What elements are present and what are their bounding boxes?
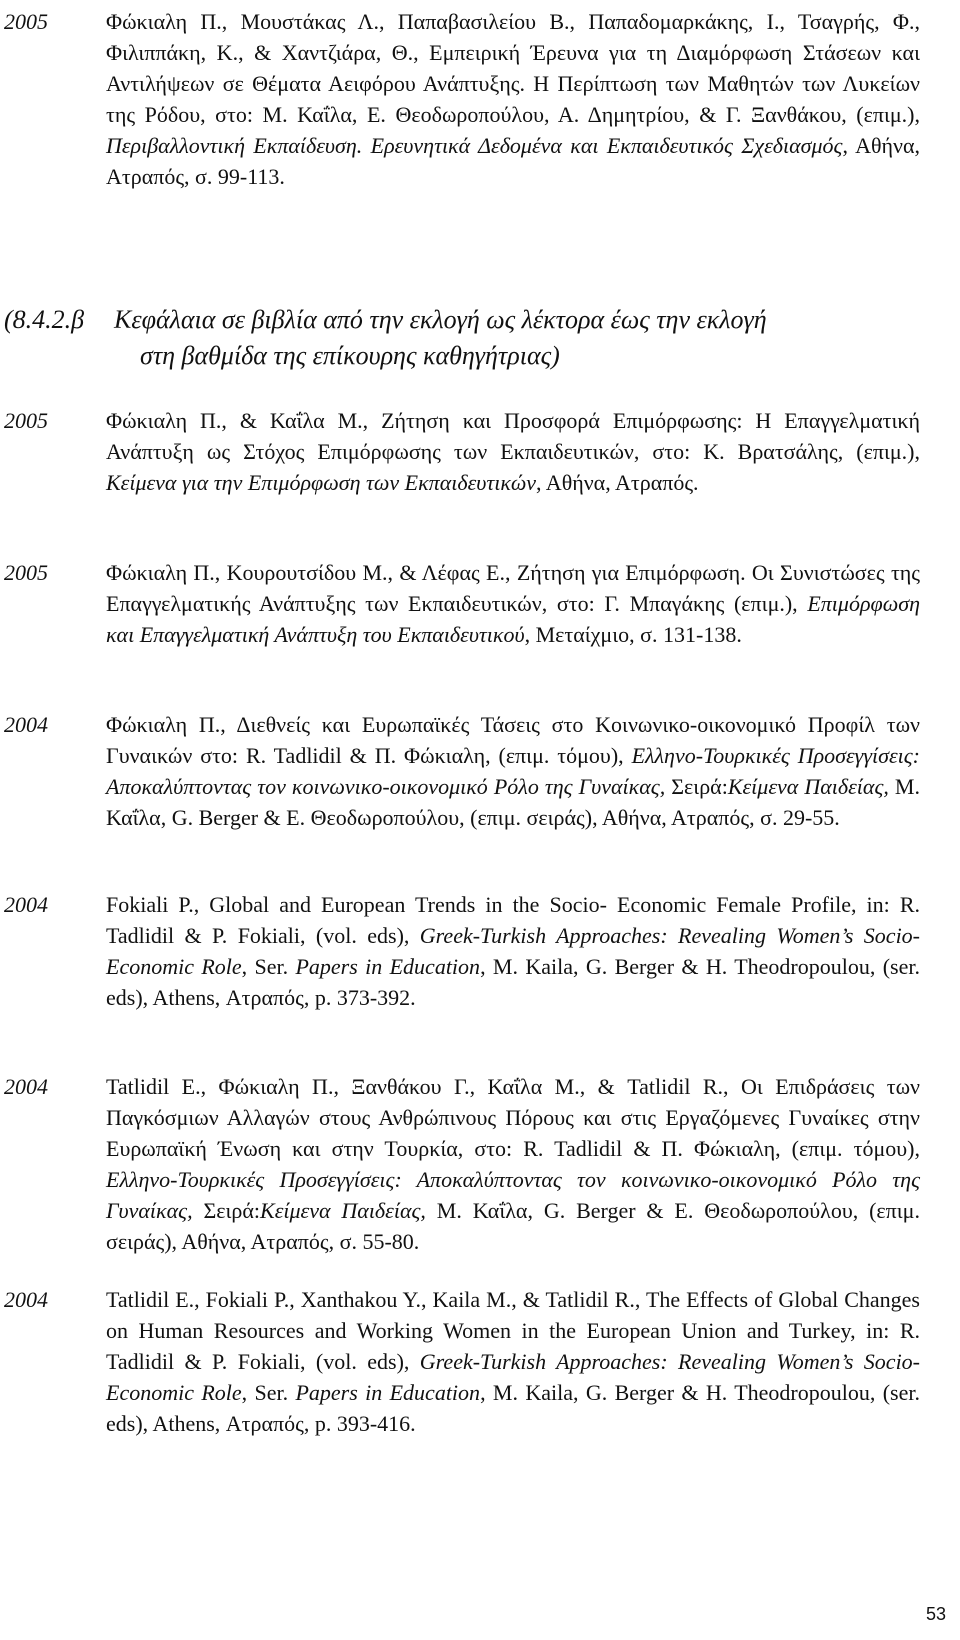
entry-text <box>106 889 920 1013</box>
citation-title-italic: Greek-Turkish Approaches: Revealing Women’s Socio- Economic Role <box>106 923 921 979</box>
citation-title-italic: Κείμενα Παιδείας, <box>727 774 889 799</box>
citation-title-italic: Greek-Turkish Approaches: Revealing Women’s Socio- Economic Role <box>106 1349 921 1405</box>
entry-year: 2004 <box>4 892 48 917</box>
section-title-line1: Κεφάλαια σε βιβλία από την εκλογή ως λέκτορα έως την εκλογή <box>114 305 767 334</box>
citation-text: Φώκιαλη Π., Κουρουτσίδου Μ., & Λέφας Ε., Ζήτηση για Επιμόρφωση. Οι Συνιστώσες της Επαγγελματικής Ανάπτυξης των Εκπαιδευτικών, στο: Γ. Μπαγάκης (επιμ.), <box>106 560 920 616</box>
entry-year: 2004 <box>4 1074 48 1099</box>
citation-title-italic: Papers in Education <box>295 1380 481 1405</box>
citation-text: , Ser. <box>241 954 296 979</box>
entry-text <box>106 405 920 498</box>
citation-text: , Μεταίχμιο, σ. 131-138. <box>524 622 742 647</box>
citation-title-italic: Ελληνο-Τουρκικές Προσεγγίσεις: Αποκαλύπτοντας τον κοινωνικο-οικονομικό Ρόλο της Γυναίκας, <box>106 1167 920 1223</box>
citation-title-italic: Ελληνο-Τουρκικές Προσεγγίσεις: Αποκαλύπτοντας τον κοινωνικο-οικονομικό Ρόλο της Γυναίκας, <box>106 743 920 799</box>
section-title-line2: στη βαθμίδα της επίκουρης καθηγήτριας) <box>140 341 560 370</box>
citation-title-italic: Περιβαλλοντική Εκπαίδευση. Ερευνητικά Δεδομένα και Εκπαιδευτικός Σχεδιασμός <box>106 133 843 158</box>
section-heading <box>4 302 920 374</box>
citation-text: Μ. Καΐλα, G. Berger & Ε. Θεοδωροπούλου, (επιμ. σειράς), Αθήνα, Ατραπός, σ. 29-55. <box>106 774 920 830</box>
entry-year: 2004 <box>4 712 48 737</box>
citation-text: , M. Kaila, G. Berger & H. Theodropoulou, (ser. eds), Athens, Ατραπός, p. 393-416. <box>106 1380 920 1436</box>
citation-text: Φώκιαλη Π., & Καΐλα Μ., Ζήτηση και Προσφορά Επιμόρφωσης: Η Επαγγελματική Ανάπτυξη ως Στόχος Επιμόρφωσης των Εκπαιδευτικών, στο: Κ. Βρατσάλης, (επιμ.), <box>106 408 920 464</box>
citation-text: Fokiali P., Global and European Trends in the Socio- Economic Female Profile, in: R. Tadlidil & P. Fokiali, (vol. eds), <box>106 892 920 948</box>
entry-text <box>106 1071 920 1257</box>
citation-title-italic: Κείμενα Παιδείας, <box>260 1198 426 1223</box>
citation-title-italic: Κείμενα για την Επιμόρφωση των Εκπαιδευτικών <box>106 470 537 495</box>
citation-text: Μ. Καΐλα, G. Berger & Ε. Θεοδωροπούλου, (επιμ. σειράς), Αθήνα, Ατραπός, σ. 55-80. <box>106 1198 920 1254</box>
entry-year: 2005 <box>4 408 48 433</box>
entry-text <box>106 709 920 833</box>
entry-text <box>106 1284 920 1439</box>
entry-text <box>106 6 920 192</box>
section-number: (8.4.2.β <box>4 305 85 334</box>
citation-text: Tatlidil E., Fokiali P., Xanthakou Y., Kaila M., & Tatlidil R., The Effects of Global Changes on Human Resources and Working Women in the European Union and Turkey, in: R. Tadlidil & P. Fokiali, (vol. eds), <box>106 1287 920 1374</box>
citation-title-italic: Papers in Education <box>295 954 481 979</box>
citation-text: , Ser. <box>241 1380 296 1405</box>
entry-year: 2005 <box>4 9 48 34</box>
entry-year: 2004 <box>4 1287 48 1312</box>
entry-year: 2005 <box>4 560 48 585</box>
citation-title-italic: Επιμόρφωση και Επαγγελματική Ανάπτυξη του Εκπαιδευτικού <box>106 591 920 647</box>
citation-text: Σειρά: <box>665 774 728 799</box>
citation-text: , Αθήνα, Ατραπός. <box>536 470 699 495</box>
entry-text <box>106 557 920 650</box>
citation-text: Φώκιαλη Π., Μουστάκας Λ., Παπαβασιλείου Β., Παπαδομαρκάκης, Ι., Τσαγρής, Φ., Φιλιππάκη, Κ., & Χαντζιάρα, Θ., Εμπειρική Έρευνα για τη Διαμόρφωση Στάσεων και Αντιλήψεων σε Θέματα Αειφόρου Ανάπτυξης. Η Περίπτωση των Μαθητών των Λυκείων της Ρόδου, στο: Μ. Καΐλα, Ε. Θεοδωροπούλου, Α. Δημητρίου, & Γ. Ξανθάκου, (επιμ.), <box>106 9 920 127</box>
citation-text: Tatlidil E., Φώκιαλη Π., Ξανθάκου Γ., Καΐλα Μ., & Tatlidil R., Οι Επιδράσεις των Παγκόσμιων Αλλαγών στους Ανθρώπινους Πόρους και στις Εργαζόμενες Γυναίκες στην Ευρωπαϊκή Ένωση και στην Τουρκία, στο: R. Tadlidil & Π. Φώκιαλη, (επιμ. τόμου), <box>106 1074 920 1161</box>
citation-text: Φώκιαλη Π., Διεθνείς και Ευρωπαϊκές Τάσεις στο Κοινωνικο-οικονομικό Προφίλ των Γυναικών στο: R. Tadlidil & Π. Φώκιαλη, (επιμ. τόμου), <box>106 712 920 768</box>
citation-text: , Αθήνα, Ατραπός, σ. 99-113. <box>106 133 920 189</box>
page-number: 53 <box>925 1604 946 1624</box>
citation-text: Σειρά: <box>192 1198 261 1223</box>
citation-text: , M. Kaila, G. Berger & H. Theodropoulou, (ser. eds), Athens, Ατραπός, p. 373-392. <box>106 954 920 1010</box>
